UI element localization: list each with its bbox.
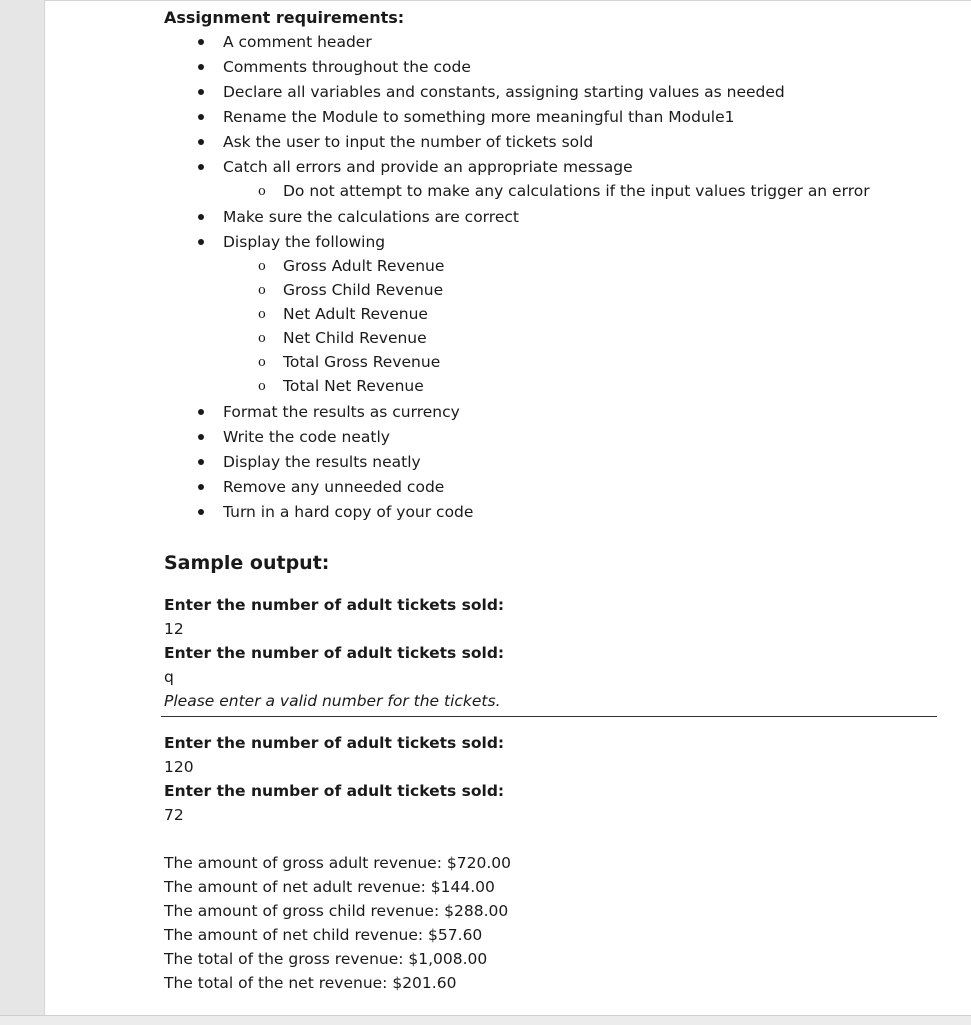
requirement-item: Write the code neatly [223, 428, 390, 446]
display-subitem: Gross Child Revenue [283, 281, 444, 299]
result-line: The amount of gross adult revenue: $720.00 [164, 854, 511, 872]
requirement-item: Remove any unneeded code [223, 478, 445, 496]
result-line: The total of the gross revenue: $1,008.00 [164, 950, 488, 968]
bullet-icon [198, 484, 204, 490]
sub-bullet-icon: o [258, 184, 266, 199]
display-subitem: Net Adult Revenue [283, 305, 428, 323]
bullet-icon [198, 239, 204, 245]
display-subitem: Total Net Revenue [283, 377, 424, 395]
error-message: Please enter a valid number for the tickets. [164, 692, 501, 710]
result-line: The amount of gross child revenue: $288.00 [164, 902, 509, 920]
requirement-item: Display the results neatly [223, 453, 421, 471]
input-value: q [164, 668, 174, 686]
requirement-item: A comment header [223, 33, 372, 51]
input-value: 12 [164, 620, 184, 638]
bullet-icon [198, 434, 204, 440]
result-line: The amount of net adult revenue: $144.00 [164, 878, 495, 896]
requirement-item: Catch all errors and provide an appropriate message [223, 158, 633, 176]
bullet-icon [198, 139, 204, 145]
input-value: 72 [164, 806, 184, 824]
requirement-item: Declare all variables and constants, assigning starting values as needed [223, 83, 785, 101]
display-subitem: Gross Adult Revenue [283, 257, 445, 275]
prompt-text: Enter the number of adult tickets sold: [164, 734, 505, 752]
sub-bullet-icon: o [258, 307, 266, 322]
requirement-subitem: Do not attempt to make any calculations if the input values trigger an error [283, 182, 870, 200]
bullet-icon [198, 459, 204, 465]
display-subitem: Total Gross Revenue [283, 353, 441, 371]
bullet-icon [198, 214, 204, 220]
result-line: The total of the net revenue: $201.60 [164, 974, 457, 992]
assignment-heading: Assignment requirements: [164, 8, 405, 27]
bullet-icon [198, 39, 204, 45]
bullet-icon [198, 409, 204, 415]
bullet-icon [198, 64, 204, 70]
prompt-text: Enter the number of adult tickets sold: [164, 782, 505, 800]
requirement-item: Ask the user to input the number of tickets sold [223, 133, 594, 151]
bullet-icon [198, 114, 204, 120]
prompt-text: Enter the number of adult tickets sold: [164, 644, 505, 662]
requirement-item: Comments throughout the code [223, 58, 471, 76]
sub-bullet-icon: o [258, 379, 266, 394]
sub-bullet-icon: o [258, 259, 266, 274]
sub-bullet-icon: o [258, 331, 266, 346]
sample-output-heading: Sample output: [164, 552, 330, 574]
bullet-icon [198, 89, 204, 95]
prompt-text: Enter the number of adult tickets sold: [164, 596, 505, 614]
requirement-item: Display the following [223, 233, 386, 251]
sub-bullet-icon: o [258, 283, 266, 298]
result-line: The amount of net child revenue: $57.60 [164, 926, 483, 944]
display-subitem: Net Child Revenue [283, 329, 427, 347]
requirement-item: Rename the Module to something more meaningful than Module1 [223, 108, 735, 126]
bullet-icon [198, 164, 204, 170]
bullet-icon [198, 509, 204, 515]
requirement-item: Turn in a hard copy of your code [223, 503, 474, 521]
input-value: 120 [164, 758, 194, 776]
requirement-item: Make sure the calculations are correct [223, 208, 519, 226]
document-page [44, 0, 971, 1015]
requirement-item: Format the results as currency [223, 403, 460, 421]
sub-bullet-icon: o [258, 355, 266, 370]
horizontal-divider [161, 716, 937, 717]
